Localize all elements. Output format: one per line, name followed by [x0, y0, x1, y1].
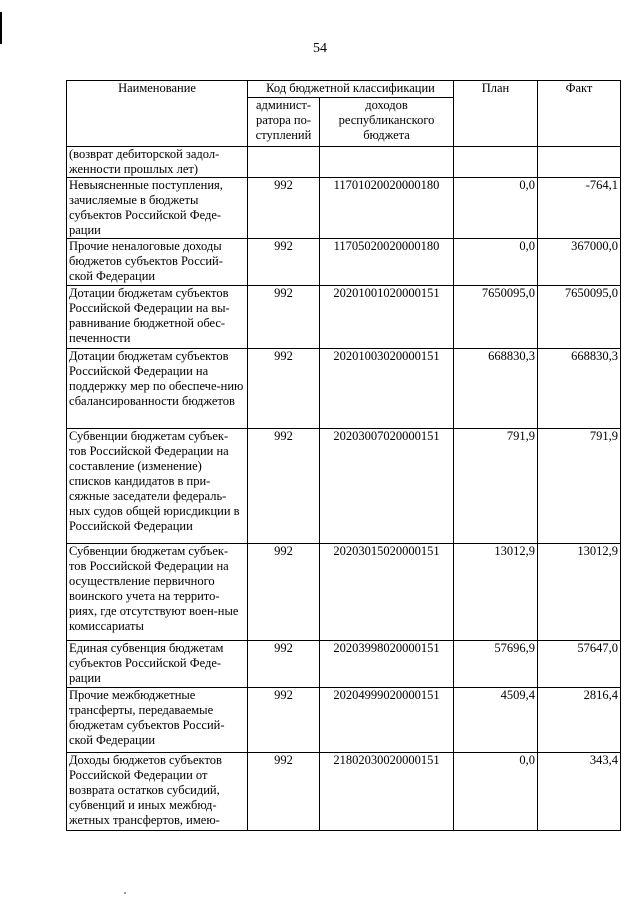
- row-name: Доходы бюджетов субъектов Российской Федерации от возврата остатков субсидий, субвенций и иных межбюд-жетных трансфертов, имею-: [67, 753, 248, 831]
- table-row: [67, 753, 621, 831]
- row-income-code: 11701020020000180: [320, 178, 454, 239]
- row-name: Прочие неналоговые доходы бюджетов субъектов Россий-ской Федерации: [67, 239, 248, 286]
- header-income: доходов республиканского бюджета: [320, 98, 454, 147]
- header-code-group: Код бюджетной классификации: [248, 81, 454, 98]
- row-plan: 0,0: [454, 178, 538, 239]
- table-row: [67, 147, 621, 178]
- page-number: 54: [313, 41, 327, 56]
- table-row: [67, 178, 621, 239]
- row-admin-code: [248, 147, 320, 178]
- row-admin-code: 992: [248, 544, 320, 641]
- row-income-code: 21802030020000151: [320, 753, 454, 831]
- row-admin-code: 992: [248, 429, 320, 544]
- row-fact: 668830,3: [538, 349, 621, 429]
- row-fact: 343,4: [538, 753, 621, 831]
- header-plan: План: [454, 81, 538, 147]
- row-name: Субвенции бюджетам субъек-тов Российской Федерации на составление (изменение) списков кандидатов в при-сяжные заседатели федераль-ных судов общей юрисдикции в Российской Федерации: [67, 429, 248, 544]
- row-income-code: 20204999020000151: [320, 688, 454, 753]
- row-name: Субвенции бюджетам субъек-тов Российской Федерации на осуществление первичного воинского учета на террито-риях, где отсутствуют воен-ные комиссариаты: [67, 544, 248, 641]
- scan-dot: [124, 892, 126, 894]
- row-admin-code: 992: [248, 239, 320, 286]
- row-income-code: 11705020020000180: [320, 239, 454, 286]
- table-row: [67, 688, 621, 753]
- row-name: Дотации бюджетам субъектов Российской Федерации на поддержку мер по обеспече-нию сбалансированности бюджетов: [67, 349, 248, 429]
- row-admin-code: 992: [248, 178, 320, 239]
- header-fact: Факт: [538, 81, 621, 147]
- row-name: Прочие межбюджетные трансферты, передаваемые бюджетам субъектов Россий-ской Федерации: [67, 688, 248, 753]
- row-income-code: 20203015020000151: [320, 544, 454, 641]
- row-plan: 791,9: [454, 429, 538, 544]
- row-fact: 791,9: [538, 429, 621, 544]
- row-plan: 4509,4: [454, 688, 538, 753]
- table-row: [67, 349, 621, 429]
- row-fact: [538, 147, 621, 178]
- row-income-code: 20201003020000151: [320, 349, 454, 429]
- header-name: Наименование: [67, 81, 248, 147]
- row-name: Невыясненные поступления, зачисляемые в бюджеты субъектов Российской Феде-рации: [67, 178, 248, 239]
- row-admin-code: 992: [248, 753, 320, 831]
- row-fact: -764,1: [538, 178, 621, 239]
- table-row: [67, 544, 621, 641]
- row-plan: 7650095,0: [454, 286, 538, 349]
- row-income-code: 20203998020000151: [320, 641, 454, 688]
- row-income-code: 20203007020000151: [320, 429, 454, 544]
- row-plan: 0,0: [454, 239, 538, 286]
- row-fact: 367000,0: [538, 239, 621, 286]
- row-fact: 13012,9: [538, 544, 621, 641]
- row-plan: 57696,9: [454, 641, 538, 688]
- row-name: Единая субвенция бюджетам субъектов Российской Феде-рации: [67, 641, 248, 688]
- budget-table: [66, 80, 621, 831]
- row-fact: 57647,0: [538, 641, 621, 688]
- row-admin-code: 992: [248, 688, 320, 753]
- row-admin-code: 992: [248, 641, 320, 688]
- row-admin-code: 992: [248, 286, 320, 349]
- row-name: (возврат дебиторской задол-женности прошлых лет): [67, 147, 248, 178]
- row-income-code: 20201001020000151: [320, 286, 454, 349]
- table-row: [67, 641, 621, 688]
- row-name: Дотации бюджетам субъектов Российской Федерации на вы-равнивание бюджетной обес-печенности: [67, 286, 248, 349]
- row-plan: 0,0: [454, 753, 538, 831]
- row-fact: 7650095,0: [538, 286, 621, 349]
- scan-edge-mark: [0, 12, 2, 44]
- table-row: [67, 239, 621, 286]
- row-plan: 668830,3: [454, 349, 538, 429]
- table-row: [67, 429, 621, 544]
- table-row: [67, 286, 621, 349]
- row-fact: 2816,4: [538, 688, 621, 753]
- row-plan: 13012,9: [454, 544, 538, 641]
- row-admin-code: 992: [248, 349, 320, 429]
- row-income-code: [320, 147, 454, 178]
- row-plan: [454, 147, 538, 178]
- header-admin: админист-ратора по-ступлений: [248, 98, 320, 147]
